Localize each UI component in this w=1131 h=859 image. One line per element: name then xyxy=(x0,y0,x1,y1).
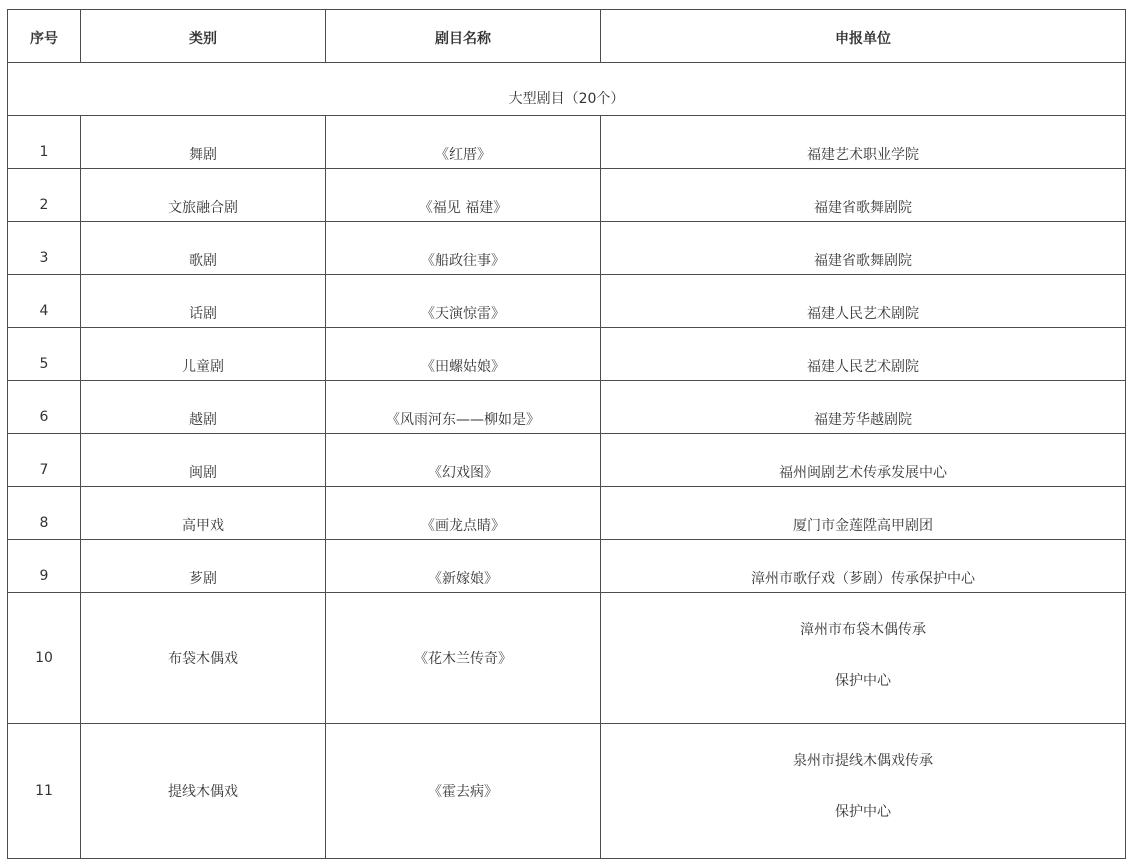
row-category: 越剧 xyxy=(81,381,326,434)
header-no: 序号 xyxy=(8,10,81,63)
row-no: 9 xyxy=(8,540,81,593)
row-unit: 福建人民艺术剧院 xyxy=(601,328,1126,381)
row-category: 话剧 xyxy=(81,275,326,328)
row-title: 《花木兰传奇》 xyxy=(326,593,601,724)
row-title: 《画龙点睛》 xyxy=(326,487,601,540)
row-unit: 福州闽剧艺术传承发展中心 xyxy=(601,434,1126,487)
section-row xyxy=(8,63,1126,116)
row-title: 《田螺姑娘》 xyxy=(326,328,601,381)
table-row xyxy=(8,381,1126,434)
row-title: 《天演惊雷》 xyxy=(326,275,601,328)
row-category: 歌剧 xyxy=(81,222,326,275)
row-no: 4 xyxy=(8,275,81,328)
section-title: 大型剧目（20个） xyxy=(8,63,1126,116)
row-category: 布袋木偶戏 xyxy=(81,593,326,724)
row-unit xyxy=(601,593,1126,724)
table-row xyxy=(8,275,1126,328)
header-unit: 申报单位 xyxy=(601,10,1126,63)
row-no: 5 xyxy=(8,328,81,381)
table-row xyxy=(8,540,1126,593)
row-title: 《幻戏图》 xyxy=(326,434,601,487)
row-category: 高甲戏 xyxy=(81,487,326,540)
row-no: 2 xyxy=(8,169,81,222)
row-title: 《霍去病》 xyxy=(326,724,601,859)
row-unit: 厦门市金莲陞高甲剧团 xyxy=(601,487,1126,540)
row-unit: 福建省歌舞剧院 xyxy=(601,169,1126,222)
table-row xyxy=(8,434,1126,487)
row-no: 11 xyxy=(8,724,81,859)
header-title: 剧目名称 xyxy=(326,10,601,63)
row-no: 10 xyxy=(8,593,81,724)
row-title: 《福见 福建》 xyxy=(326,169,601,222)
table-header-row xyxy=(8,10,1126,63)
table-row xyxy=(8,328,1126,381)
row-no: 8 xyxy=(8,487,81,540)
row-unit-line: 保护中心 xyxy=(835,673,891,689)
row-unit: 福建艺术职业学院 xyxy=(601,116,1126,169)
row-unit: 福建芳华越剧院 xyxy=(601,381,1126,434)
row-unit-line: 泉州市提线木偶戏传承 xyxy=(793,753,933,769)
table-row xyxy=(8,724,1126,859)
table-row xyxy=(8,222,1126,275)
row-title: 《风雨河东——柳如是》 xyxy=(326,381,601,434)
row-unit: 福建省歌舞剧院 xyxy=(601,222,1126,275)
row-unit: 福建人民艺术剧院 xyxy=(601,275,1126,328)
row-category: 文旅融合剧 xyxy=(81,169,326,222)
row-no: 6 xyxy=(8,381,81,434)
row-no: 3 xyxy=(8,222,81,275)
table-row xyxy=(8,487,1126,540)
table-row xyxy=(8,169,1126,222)
row-category: 舞剧 xyxy=(81,116,326,169)
row-unit-line: 保护中心 xyxy=(835,804,891,820)
row-category: 闽剧 xyxy=(81,434,326,487)
row-no: 1 xyxy=(8,116,81,169)
row-category: 儿童剧 xyxy=(81,328,326,381)
row-unit xyxy=(601,724,1126,859)
repertoire-table xyxy=(7,9,1126,859)
header-category: 类别 xyxy=(81,10,326,63)
row-title: 《船政往事》 xyxy=(326,222,601,275)
row-title: 《红厝》 xyxy=(326,116,601,169)
row-no: 7 xyxy=(8,434,81,487)
row-title: 《新嫁娘》 xyxy=(326,540,601,593)
row-unit-line: 漳州市布袋木偶传承 xyxy=(800,622,926,638)
row-category: 芗剧 xyxy=(81,540,326,593)
row-unit: 漳州市歌仔戏（芗剧）传承保护中心 xyxy=(601,540,1126,593)
row-category: 提线木偶戏 xyxy=(81,724,326,859)
table-row xyxy=(8,116,1126,169)
table-row xyxy=(8,593,1126,724)
